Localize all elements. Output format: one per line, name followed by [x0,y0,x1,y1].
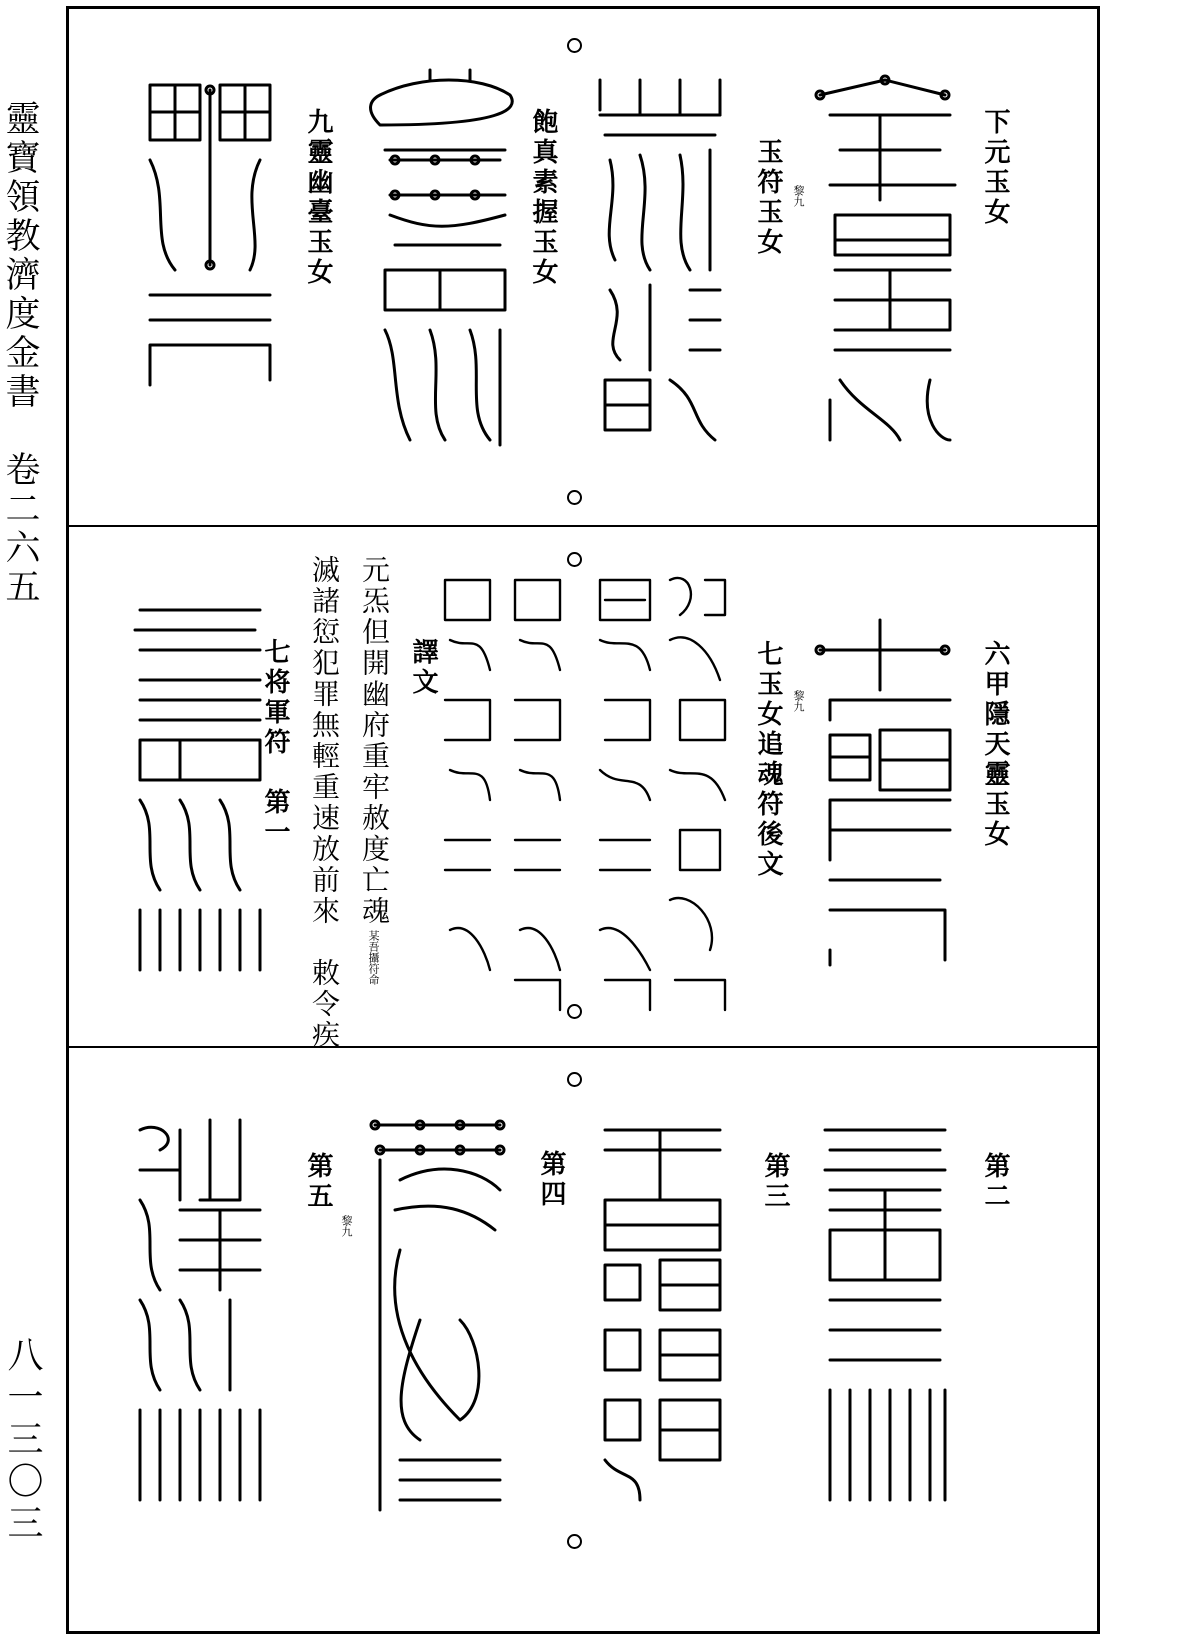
page-number: 八一三〇三 [2,1336,43,1546]
talisman-label-true-grasp-maiden: 飽真素握玉女 [528,108,558,288]
translation-heading: 譯文 [408,638,438,698]
talisman-label-nine-spirits-maiden: 九靈幽臺玉女 [303,108,333,288]
talisman-annotation: 黎九 [792,185,805,207]
seal-script-columns [445,578,725,1010]
talisman-label-fifth: 第五 [303,1152,333,1212]
talisman-label-third: 第三 [760,1152,790,1212]
talisman-label-second: 第二 [980,1152,1010,1212]
talisman-seal-3d [140,1120,260,1500]
talisman-label-lower-jade-maiden: 下元玉女 [980,108,1010,228]
talisman-label-seven-generals: 七将軍符 第一 [260,638,290,848]
talisman-label-jade-tally-maiden: 玉符玉女 [753,138,783,258]
talisman-seal-2a [816,620,950,965]
talisman-label-six-jia-maiden: 六甲隱天靈玉女 [980,640,1010,850]
translation-note: 某吾攝符命 [367,930,380,985]
book-title: 靈寶領教濟度金書 卷二六五 [0,100,40,607]
talisman-seal-1b [600,80,720,440]
talisman-annotation: 黎九 [792,690,805,712]
talisman-seal-1c [371,70,513,445]
talisman-seal-3c [371,1121,504,1510]
talisman-label-seven-jade-maidens: 七玉女追魂符後文 [753,640,783,880]
talisman-seal-2b [135,610,260,970]
talisman-label-fourth: 第四 [536,1150,566,1210]
translation-line-2: 滅諸愆犯罪無輕重速放前來 敕令疾 [308,555,341,1051]
talisman-seal-1a [816,76,955,440]
translation-line-1: 元炁但開幽府重牢赦度亡魂 [358,555,391,927]
talisman-seal-3b [605,1130,720,1500]
talisman-annotation: 黎九 [340,1215,353,1237]
talisman-seal-3a [825,1130,945,1500]
talisman-seal-1d [150,85,270,385]
